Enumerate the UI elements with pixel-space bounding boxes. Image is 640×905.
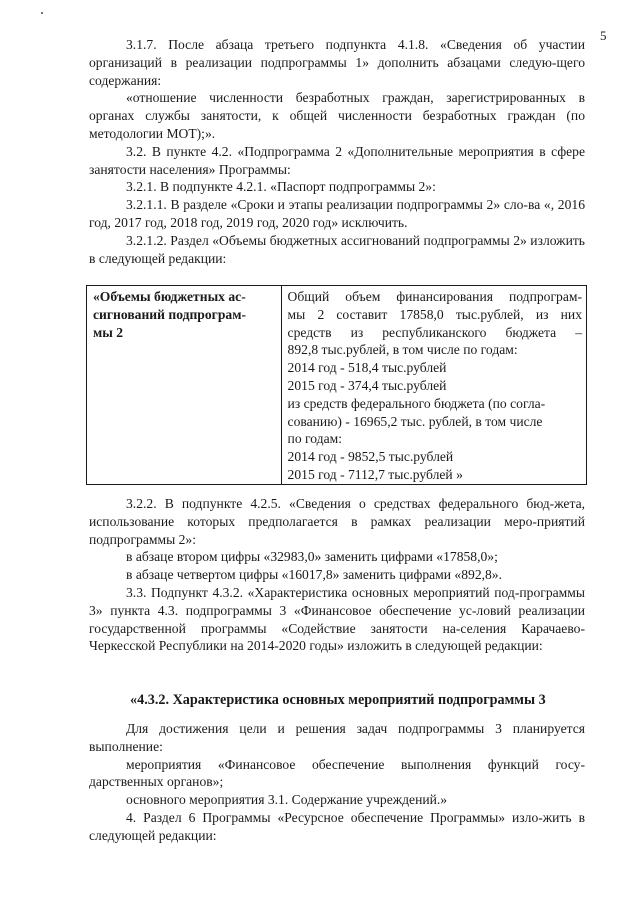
- label-line: «Объемы бюджетных ас-: [93, 289, 246, 304]
- label-line: сигнований подпрограм-: [93, 306, 246, 322]
- value-line: 2014 год - 9852,5 тыс.рублей: [287, 449, 454, 465]
- paragraph-3-2-1: 3.2.1. В подпункте 4.2.1. «Паспорт подпрограммы 2»:: [126, 179, 436, 195]
- value-line: мы 2 составит 17858,0 тыс.рублей, из них: [287, 306, 582, 322]
- budget-allocations-table: [86, 285, 587, 485]
- value-line: средств из республиканского бюджета –: [287, 324, 582, 340]
- value-line: 2014 год - 518,4 тыс.рублей: [287, 360, 447, 376]
- paragraph-3-2-1-1: 3.2.1.1. В разделе «Сроки и этапы реализации подпрограммы 2» сло-ва «, 2016 год, 2017 год, 2018 год, 2019 год, 2020 год» исключить.: [89, 197, 585, 230]
- paragraph-3-1-7: 3.1.7. После абзаца третьего подпункта 4.1.8. «Сведения об участии организаций в реализации подпрограммы 1» дополнить абзацами следую-щего содержания:: [89, 37, 585, 88]
- paragraph-3-3: 3.3. Подпункт 4.3.2. «Характеристика основных мероприятий под-программы 3» пункта 4.3. подпрограммы 3 «Финансовое обеспечение ус-ловий реализации государственной программы «Содействие занятости на-селения Карачаево-Черкесской Республики на 2014-2020 годы» изложить в следующей редакции:: [89, 584, 585, 654]
- value-line: 2015 год - 374,4 тыс.рублей: [287, 377, 447, 393]
- value-line: 2015 год - 7112,7 тыс.рублей »: [287, 466, 463, 482]
- page-number: 5: [600, 28, 607, 43]
- table-row: [87, 286, 587, 485]
- table-cell-label: [87, 286, 282, 485]
- paragraph-replace-fourth: в абзаце четвертом цифры «16017,8» заменить цифрами «892,8».: [126, 567, 503, 583]
- top-section: [89, 36, 585, 267]
- value-line: Общий объем финансирования подпрограм-: [287, 289, 582, 304]
- value-line: по годам:: [287, 431, 342, 447]
- paragraph-goal: Для достижения цели и решения задач подпрограммы 3 планируется выполнение:: [89, 721, 585, 754]
- value-line: 892,8 тыс.рублей, в том числе по годам:: [287, 342, 518, 358]
- scan-artifact: [41, 12, 43, 14]
- paragraph-3-2-1-2: 3.2.1.2. Раздел «Объемы бюджетных ассигнований подпрограммы 2» изложить в следующей редакции:: [89, 232, 585, 266]
- paragraph-replace-second: в абзаце втором цифры «32983,0» заменить цифрами «17858,0»;: [126, 549, 498, 565]
- paragraph-3-2: 3.2. В пункте 4.2. «Подпрограмма 2 «Дополнительные мероприятия в сфере занятости населения» Программы:: [89, 143, 585, 177]
- paragraph-3-2-2: 3.2.2. В подпункте 4.2.5. «Сведения о средствах федерального бюд-жета, использование которых предполагается в рамках реализации меро-приятий подпрограммы 2»:: [89, 496, 585, 547]
- section-heading: «4.3.2. Характеристика основных мероприятий подпрограммы 3: [130, 692, 546, 708]
- bottom-section: [89, 720, 585, 845]
- label-line: мы 2: [93, 324, 124, 340]
- paragraph-section-4: 4. Раздел 6 Программы «Ресурсное обеспечение Программы» изло-жить в следующей редакции:: [89, 809, 585, 843]
- middle-section: [89, 495, 585, 655]
- paragraph-measure-3-1: основного мероприятия 3.1. Содержание учреждений.»: [126, 792, 448, 808]
- table-cell-value: [281, 286, 586, 485]
- value-line: сованию) - 16965,2 тыс. рублей, в том числе: [287, 413, 543, 429]
- paragraph-unemployment-ratio: «отношение численности безработных граждан, зарегистрированных в органах службы занятости, к общей численности безработных граждан (по методологии МОТ);».: [89, 90, 585, 141]
- paragraph-measure-financing: мероприятия «Финансовое обеспечение выполнения функций госу-дарственных органов»;: [89, 756, 585, 790]
- value-line: из средств федерального бюджета (по согла-: [287, 395, 546, 411]
